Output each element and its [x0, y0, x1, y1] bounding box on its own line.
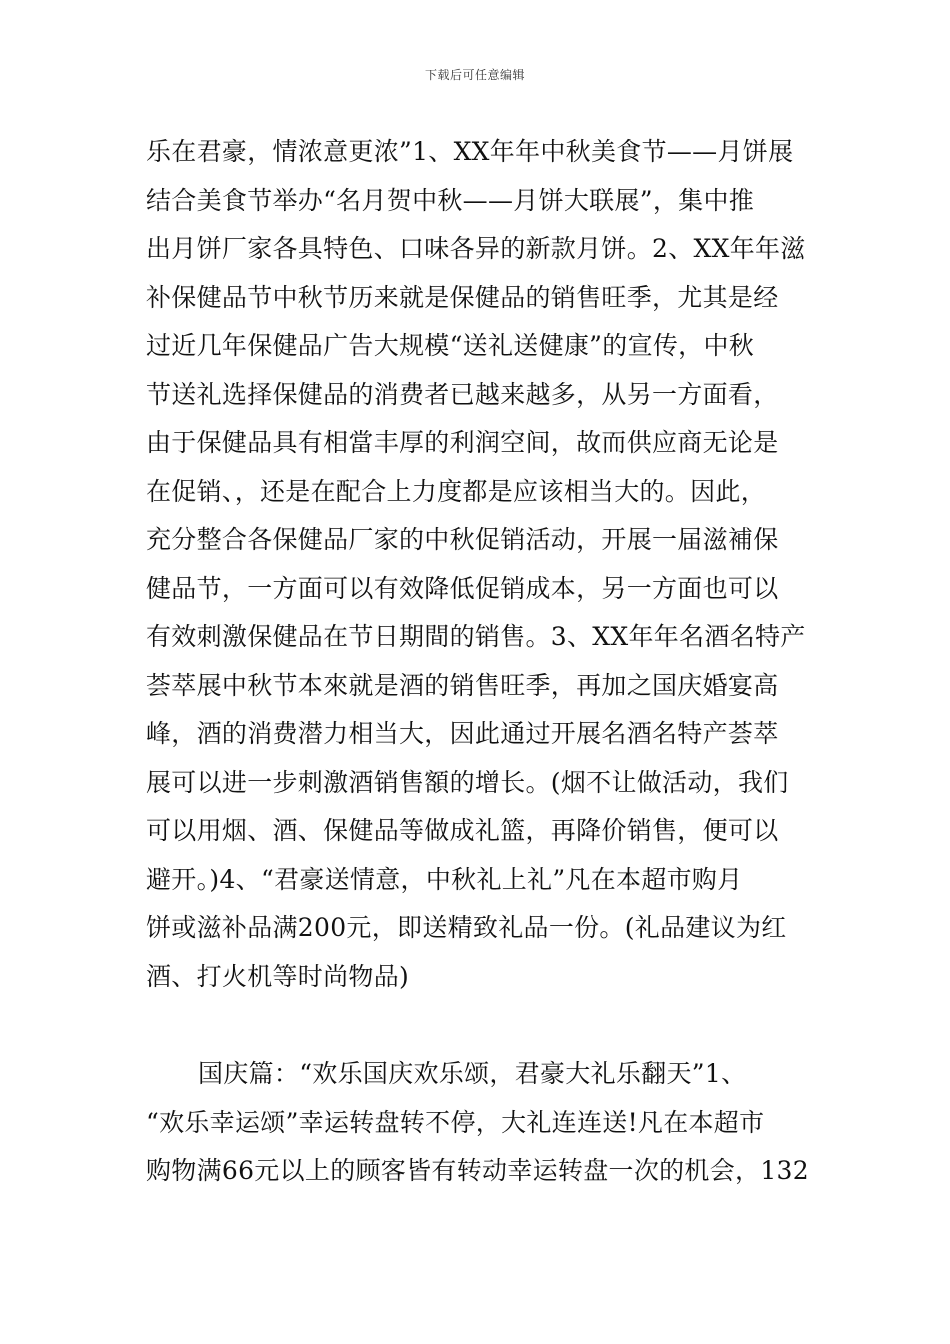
page-header: 下载后可任意编辑: [424, 68, 525, 82]
text-line: 可以用烟、酒、保健品等做成礼篮，再降价销售，便可以: [146, 816, 779, 845]
text-line: “欢乐幸运颂”幸运转盘转不停，大礼连连送!凡在本超市: [146, 1107, 765, 1137]
text-line: 补保健品节中秋节历来就是保健品的销售旺季，尤其是经: [146, 282, 779, 312]
text-line: 充分整合各保健品厂家的中秋促销活动，开展一届滋補保: [146, 525, 779, 554]
text-line: 出月饼厂家各具特色、口味各异的新款月饼。2、XX年年滋: [146, 234, 806, 263]
text-line: 购物满66元以上的顾客皆有转动幸运转盘一次的机会，132: [146, 1156, 809, 1185]
text-line: 国庆篇：“欢乐国庆欢乐颂，君豪大礼乐翻天”1、: [198, 1059, 747, 1088]
text-line: 避开。)4、“君豪送情意，中秋礼上礼”凡在本超市购月: [146, 864, 743, 894]
text-line: 有效刺激保健品在节日期間的销售。3、XX年年名酒名特产: [146, 622, 806, 651]
text-line: 乐在君豪，情浓意更浓”1、XX年年中秋美食节——月饼展: [146, 137, 794, 166]
paragraph-national-day: [146, 1050, 810, 1196]
text-line: 荟萃展中秋节本來就是酒的销售旺季，再加之国庆婚宴高: [146, 670, 779, 700]
text-line: 结合美食节举办“名月贺中秋——月饼大联展”，集中推: [146, 185, 755, 215]
text-line: 节送礼选择保健品的消费者已越来越多，从另一方面看，: [146, 379, 779, 409]
text-line: 展可以进一步刺激酒销售額的增长。(烟不让做活动，我们: [146, 767, 789, 797]
text-line: 在促销、，还是在配合上力度都是应该相当大的。因此，: [146, 476, 767, 506]
text-line: 峰，酒的消费潜力相当大，因此通过开展名酒名特产荟萃: [146, 719, 779, 748]
document-body: [146, 128, 810, 1196]
text-line: 过近几年保健品广告大规模“送礼送健康”的宣传，中秋: [146, 331, 755, 360]
text-line: 由于保健品具有相當丰厚的利润空间，故而供应商无论是: [146, 428, 779, 457]
paragraph-mid-autumn: [146, 128, 810, 1001]
text-line: 酒、打火机等时尚物品): [146, 961, 410, 991]
text-line: 饼或滋补品满200元，即送精致礼品一份。(礼品建议为红: [146, 913, 787, 942]
text-line: 健品节，一方面可以有效降低促销成本，另一方面也可以: [146, 573, 779, 603]
